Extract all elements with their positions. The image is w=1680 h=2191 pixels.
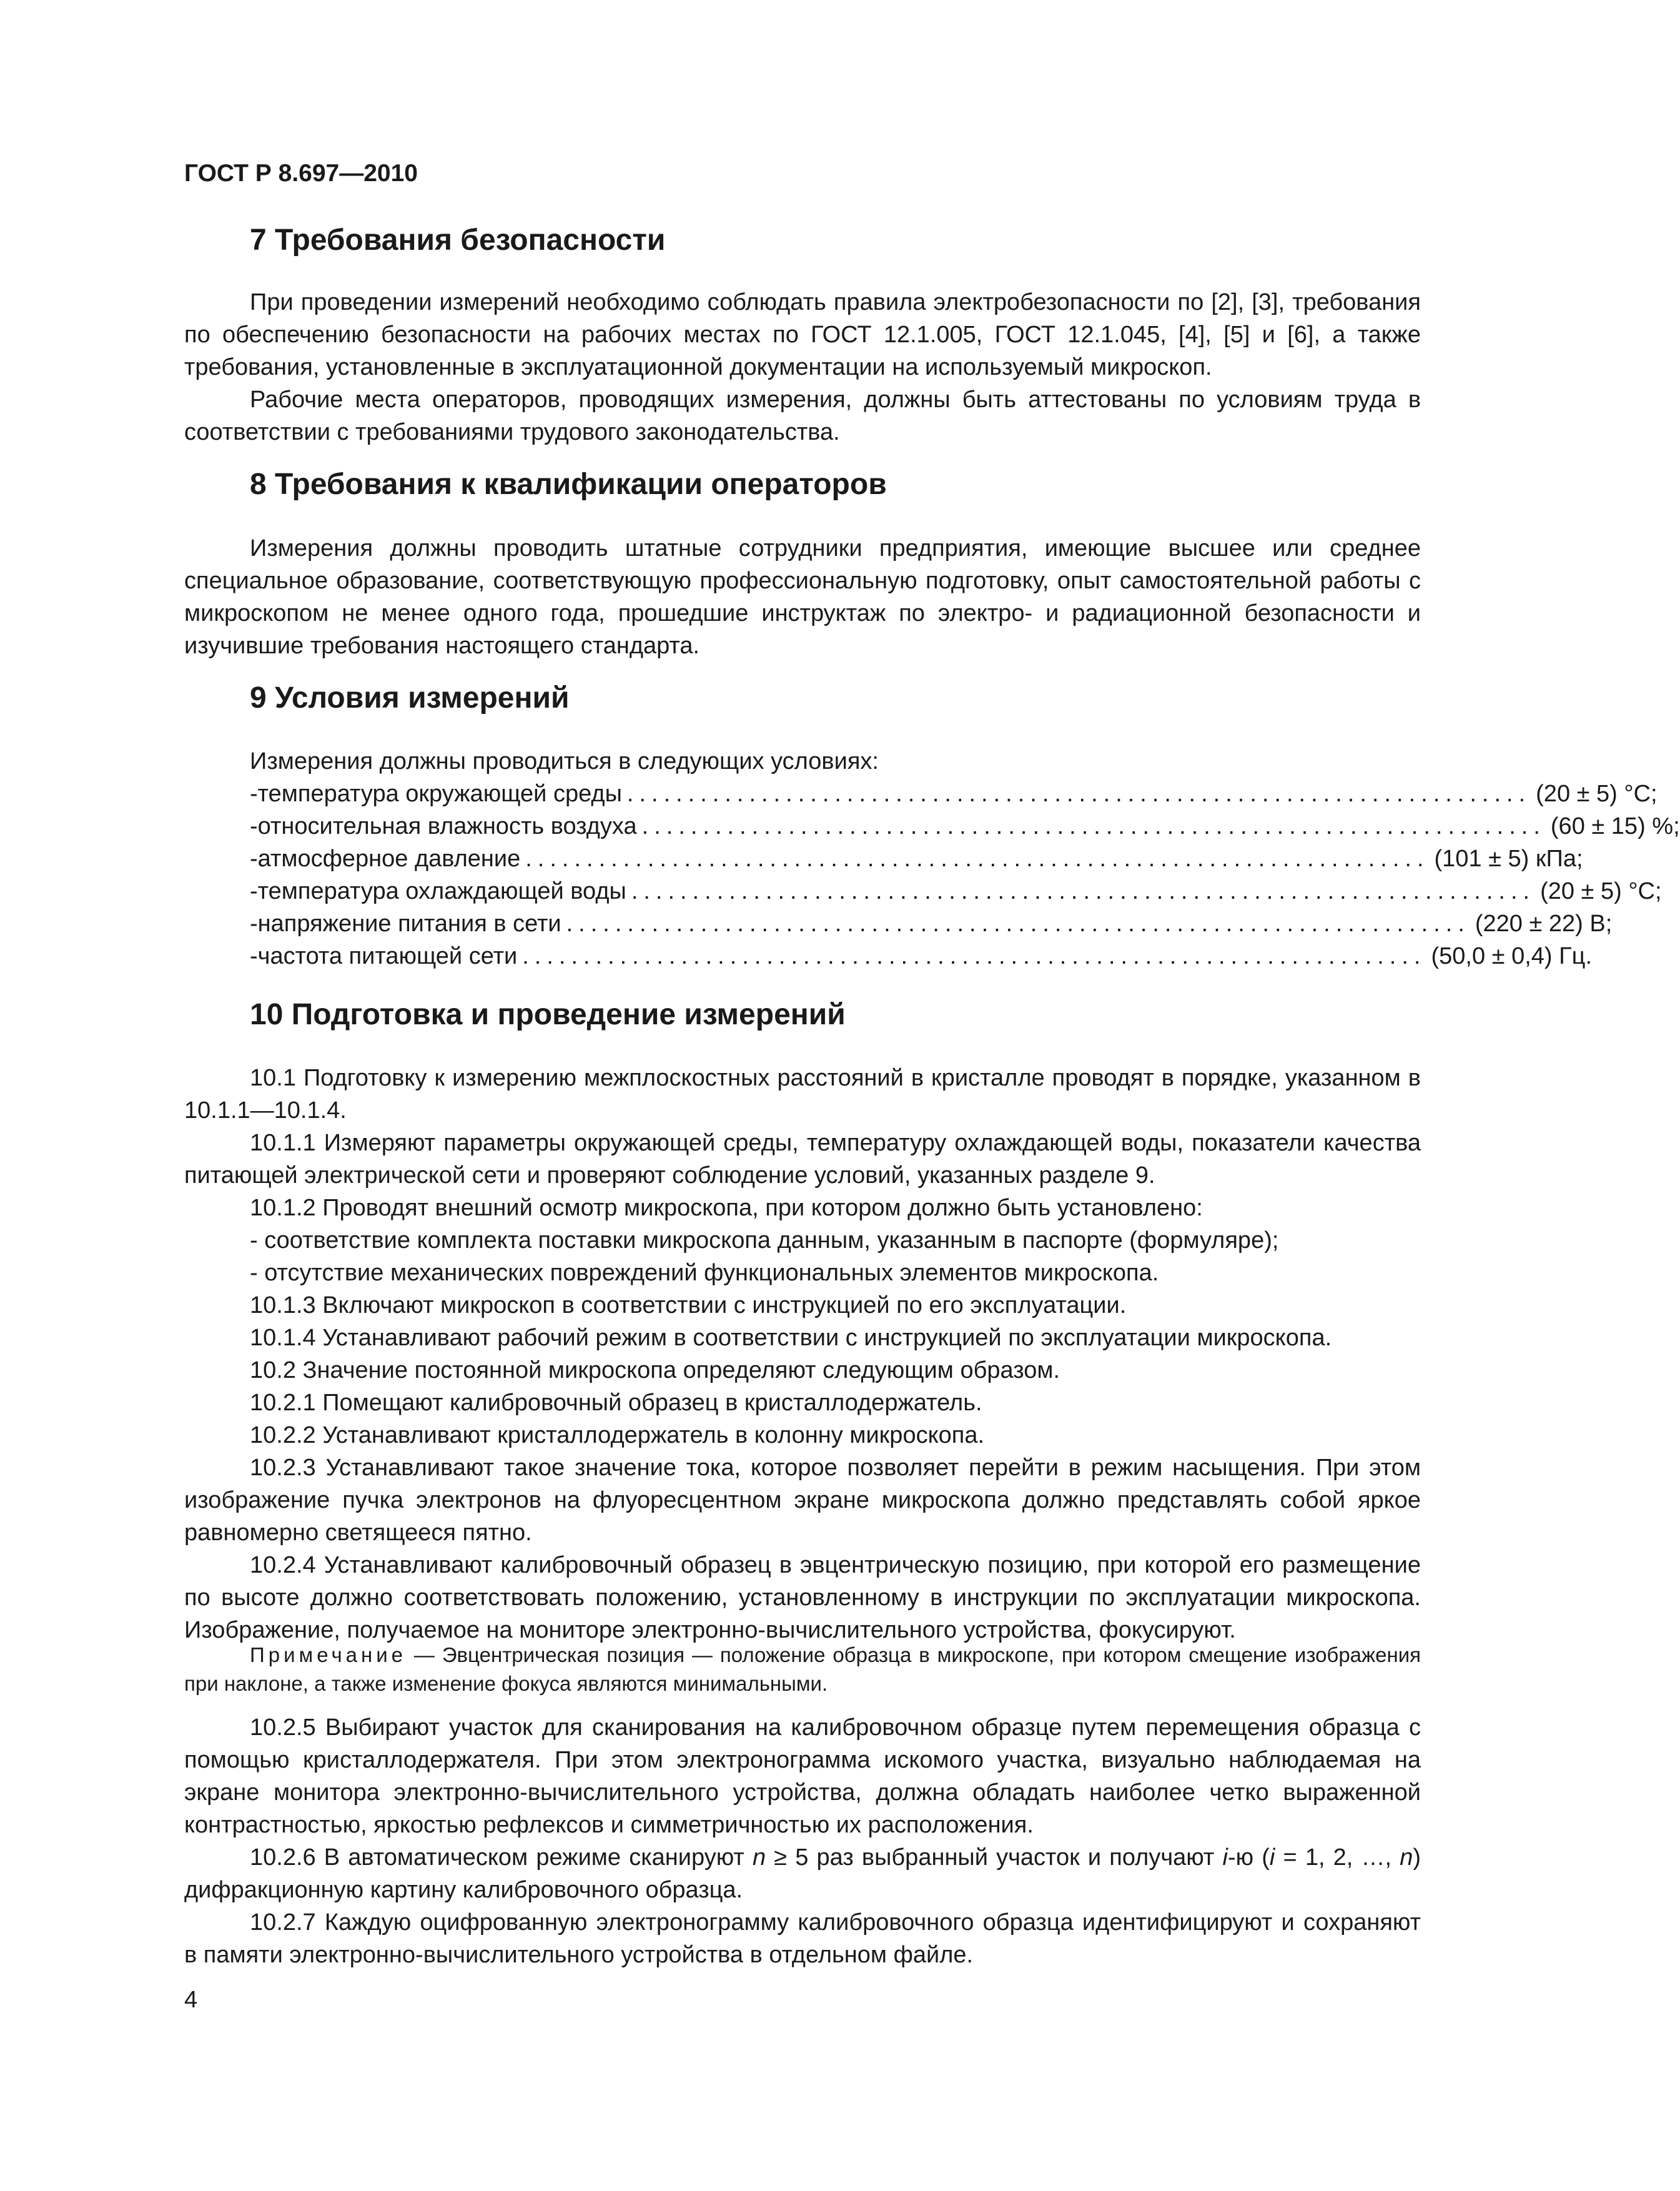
paragraph: 10.2.6 В автоматическом режиме сканируют n ≥ 5 раз выбранный участок и получают i-ю (i = 1, 2, …, n) дифракционную картину калибровочного образца. bbox=[184, 1844, 1421, 1903]
conditions-list bbox=[250, 745, 1680, 972]
leader-dots: .......................................................................... bbox=[566, 911, 1470, 937]
condition-value: (20 ± 5) °С; bbox=[1540, 878, 1662, 904]
paragraph: 10.1.1 Измеряют параметры окружающей среды, температуру охлаждающей воды, показатели качества питающей электрической сети и проверяют соблюдение условий, указанных разделе 9. bbox=[184, 1130, 1421, 1189]
condition-row: - температура охлаждающей воды .......................................................................... (20 ± 5) °С; bbox=[250, 875, 1280, 908]
section-10-body bbox=[184, 1062, 1421, 1646]
leader-dots: .......................................................................... bbox=[626, 781, 1531, 807]
paragraph: 10.2.4 Устанавливают калибровочный образец в эвцентрическую позицию, при которой его размещение по высоте должно соответствовать положению, установленному в инструкции по эксплуатации микроскопа. Изображение, получаемое на мониторе электронно-вычислительного устройства, фокусируют. bbox=[184, 1552, 1421, 1643]
list-item: - соответствие комплекта поставки микроскопа данным, указанным в паспорте (формуляре); bbox=[250, 1227, 1279, 1254]
condition-row: - напряжение питания в сети .......................................................................... (220 ± 22) В; bbox=[250, 908, 1280, 940]
paragraph: 10.1.3 Включают микроскоп в соответствии с инструкцией по его эксплуатации. bbox=[250, 1292, 1127, 1318]
condition-value: (101 ± 5) кПа; bbox=[1434, 846, 1583, 872]
condition-value: (50,0 ± 0,4) Гц. bbox=[1431, 943, 1593, 969]
list-item: - отсутствие механических повреждений функциональных элементов микроскопа. bbox=[250, 1260, 1159, 1286]
page-number: 4 bbox=[184, 1987, 198, 2013]
condition-row: - атмосферное давление .......................................................................... (101 ± 5) кПа; bbox=[250, 843, 1280, 875]
condition-row: - температура окружающей среды .......................................................................... (20 ± 5) °С; bbox=[250, 778, 1280, 810]
condition-row: - частота питающей сети .......................................................................... (50,0 ± 0,4) Гц. bbox=[250, 940, 1280, 972]
paragraph: Измерения должны проводить штатные сотрудники предприятия, имеющие высшее или среднее специальное образование, соответствующую профессиональную подготовку, опыт самостоятельной работы с микроскопом не менее одного года, прошедшие инструктаж по электро- и радиационной безопасности и изучившие требования настоящего стандарта. bbox=[184, 535, 1421, 659]
note-label: Примечание bbox=[250, 1643, 407, 1666]
conditions-intro: Измерения должны проводиться в следующих условиях: bbox=[250, 748, 879, 774]
paragraph: 10.1.4 Устанавливают рабочий режим в соответствии с инструкцией по эксплуатации микроскопа. bbox=[250, 1325, 1332, 1351]
condition-row: - относительная влажность воздуха .......................................................................... (60 ± 15) %; bbox=[250, 810, 1280, 843]
leader-dots: .......................................................................... bbox=[641, 813, 1546, 839]
note-text: — Эвцентрическая позиция — положение образца в микроскопе, при котором смещение изображения при наклоне, а также изменение фокуса являются минимальными. bbox=[184, 1643, 1421, 1695]
paragraph: 10.1 Подготовку к измерению межплоскостных расстояний в кристалле проводят в порядке, указанном в 10.1.1—10.1.4. bbox=[184, 1065, 1421, 1124]
condition-label: напряжение питания в сети bbox=[257, 911, 561, 937]
paragraph: 10.2.2 Устанавливают кристаллодержатель в колонну микроскопа. bbox=[250, 1422, 985, 1448]
paragraph: 10.1.2 Проводят внешний осмотр микроскопа, при котором должно быть установлено: bbox=[250, 1195, 1203, 1221]
condition-label: относительная влажность воздуха bbox=[257, 813, 637, 839]
condition-label: температура охлаждающей воды bbox=[257, 878, 626, 904]
paragraph: 10.2.3 Устанавливают такое значение тока, которое позволяет перейти в режим насыщения. При этом изображение пучка электронов на флуоресцентном экране микроскопа должно представлять собой яркое равномерно светящееся пятно. bbox=[184, 1455, 1421, 1546]
section-8-body bbox=[184, 532, 1421, 662]
condition-value: (220 ± 22) В; bbox=[1475, 911, 1613, 937]
section-7-title: 7 Требования безопасности bbox=[250, 224, 666, 257]
section-10-body-continued bbox=[184, 1711, 1421, 1971]
section-10-title: 10 Подготовка и проведение измерений bbox=[250, 998, 846, 1031]
section-9-title: 9 Условия измерений bbox=[250, 681, 570, 715]
standard-header: ГОСТ Р 8.697—2010 bbox=[184, 160, 418, 187]
leader-dots: .......................................................................... bbox=[631, 878, 1536, 904]
paragraph: 10.2.5 Выбирают участок для сканирования на калибровочном образце путем перемещения образца с помощью кристаллодержателя. При этом электронограмма искомого участка, визуально наблюдаемая на экране монитора электронно-вычислительного устройства, должна обладать наиболее четко выраженной контрастностью, яркостью рефлексов и симметричностью их расположения. bbox=[184, 1714, 1421, 1838]
condition-value: (60 ± 15) %; bbox=[1550, 813, 1680, 839]
note bbox=[184, 1641, 1421, 1698]
paragraph: 10.2.7 Каждую оцифрованную электронограмму калибровочного образца идентифицируют и сохраняют в памяти электронно-вычислительного устройства в отдельном файле. bbox=[184, 1909, 1421, 1968]
paragraph: 10.2 Значение постоянной микроскопа определяют следующим образом. bbox=[250, 1357, 1060, 1383]
section-7-body bbox=[184, 286, 1421, 448]
paragraph: 10.2.1 Помещают калибровочный образец в кристаллодержатель. bbox=[250, 1390, 982, 1416]
section-8-title: 8 Требования к квалификации операторов bbox=[250, 468, 887, 501]
leader-dots: .......................................................................... bbox=[525, 846, 1430, 872]
paragraph: Рабочие места операторов, проводящих измерения, должны быть аттестованы по условиям труда в соответствии с требованиями трудового законодательства. bbox=[184, 387, 1421, 445]
condition-value: (20 ± 5) °С; bbox=[1536, 781, 1658, 807]
condition-label: температура окружающей среды bbox=[257, 781, 622, 807]
condition-label: частота питающей сети bbox=[257, 943, 518, 969]
leader-dots: .......................................................................... bbox=[522, 943, 1426, 969]
paragraph: При проведении измерений необходимо соблюдать правила электробезопасности по [2], [3], требования по обеспечению безопасности на рабочих местах по ГОСТ 12.1.005, ГОСТ 12.1.045, [4], [5] и [6], а также требования, установленные в эксплуатационной документации на используемый микроскоп. bbox=[184, 289, 1421, 380]
condition-label: атмосферное давление bbox=[257, 846, 521, 872]
